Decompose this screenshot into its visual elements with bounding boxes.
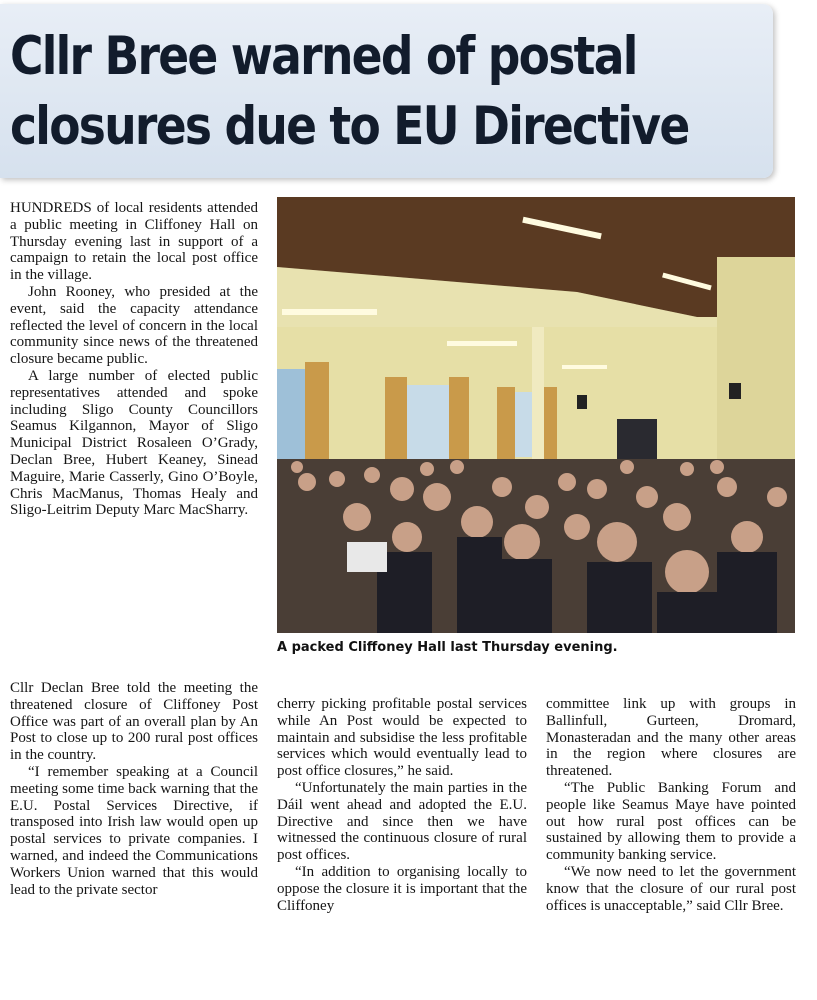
- hall-illustration: [277, 197, 795, 633]
- paragraph: “In addition to organising locally to oppose the closure it is important that the Cliffoney: [277, 863, 527, 914]
- paragraph: “I remember speaking at a Council meeting some time back warning that the E.U. Postal Services Directive, if transposed into Irish law would open up postal services to private companies. I warned, and indeed the Communications Workers Union warned that this would lead to the private sector: [10, 763, 258, 898]
- article-column-right: [546, 696, 796, 914]
- headline-banner: [0, 4, 773, 178]
- paragraph: committee link up with groups in Ballinfull, Gurteen, Dromard, Monasteradan and the many other areas in the region where closures are threatened.: [546, 696, 796, 780]
- paragraph: Cllr Declan Bree told the meeting the threatened closure of Cliffoney Post Office was part of an overall plan by An Post to close up to 200 rural post offices in the country.: [10, 680, 258, 764]
- article-column-middle: [277, 696, 527, 914]
- headline-line-1: Cllr Bree warned of postal: [10, 26, 637, 87]
- meeting-photo: [277, 197, 795, 633]
- paragraph: cherry picking profitable postal services while An Post would be expected to maintain and subsidise the less profitable services which would eventually lead to post office closures,” he said.: [277, 696, 527, 780]
- headline: [10, 22, 767, 162]
- photo-caption: A packed Cliffoney Hall last Thursday evening.: [277, 640, 618, 655]
- paragraph: “The Public Banking Forum and people like Seamus Maye have pointed out how rural post offices can be sustained by allowing them to provide a community banking service.: [546, 779, 796, 864]
- article-column-left-bottom: [10, 680, 258, 898]
- paragraph: “Unfortunately the main parties in the Dáil went ahead and adopted the E.U. Directive and since then we have witnessed the continuous closure of rural post offices.: [277, 779, 527, 864]
- paragraph: A large number of elected public representatives attended and spoke including Sligo County Councillors Seamus Kilgannon, Mayor of Sligo Municipal District Rosaleen O’Grady, Declan Bree, Hubert Keaney, Sinead Maguire, Marie Casserly, Gino O’Boyle, Chris MacManus, Thomas Healy and Sligo-Leitrim Deputy Marc MacSharry.: [10, 367, 258, 519]
- paragraph: John Rooney, who presided at the event, said the capacity attendance reflected the level of concern in the local community since news of the threatened closure became public.: [10, 283, 258, 368]
- article-column-left-top: [10, 200, 258, 519]
- headline-line-2: closures due to EU Directive: [10, 96, 689, 157]
- paragraph: “We now need to let the government know that the closure of our rural post offices is unacceptable,” said Cllr Bree.: [546, 863, 796, 914]
- paragraph: HUNDREDS of local residents attended a public meeting in Cliffoney Hall on Thursday evening last in support of a campaign to retain the local post office in the village.: [10, 200, 258, 284]
